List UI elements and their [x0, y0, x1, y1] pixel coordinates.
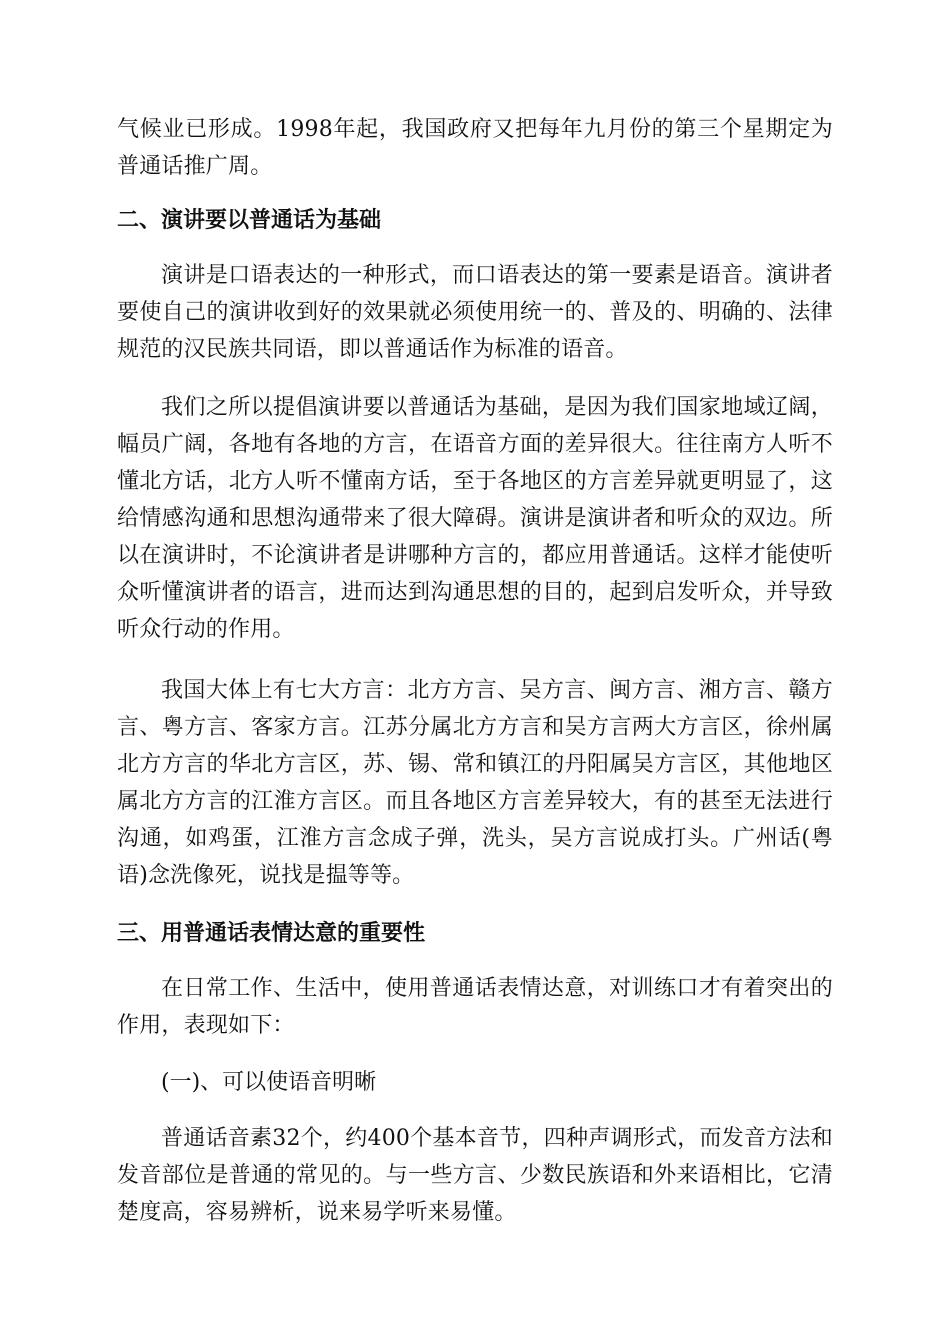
sub-heading-clarity: (一)、可以使语音明晰	[161, 1070, 377, 1095]
section-heading-3: 三、用普通话表情达意的重要性	[117, 921, 426, 946]
paragraph-importance: 在日常工作、生活中，使用普通话表情达意，对训练口才有着突出的作用，表现如下：	[117, 976, 833, 1038]
paragraph-dialects: 我国大体上有七大方言：北方方言、吴方言、闽方言、湘方言、赣方言、粤方言、客家方言。江苏分属北方方言和吴方言两大方言区，徐州属北方方言的华北方言区，苏、锡、常和镇江的丹阳属吴方言区，其他地区属北方方言的江淮方言区。而且各地区方言差异较大，有的甚至无法进行沟通，如鸡蛋，江淮方言念成子弹，洗头，吴方言说成打头。广州话(粤语)念洗像死，说找是揾等等。	[117, 678, 833, 888]
paragraph-clarity: 普通话音素32个，约400个基本音节，四种声调形式，而发音方法和发音部位是普通的常见的。与一些方言、少数民族语和外来语相比，它清楚度高，容易辨析，说来易学听来易懂。	[117, 1126, 833, 1225]
section-heading-2: 二、演讲要以普通话为基础	[117, 208, 382, 233]
paragraph-intro-end: 气候业已形成。1998年起，我国政府又把每年九月份的第三个星期定为普通话推广周。	[117, 117, 833, 179]
paragraph-speech-2: 我们之所以提倡演讲要以普通话为基础，是因为我们国家地域辽阔，幅员广阔，各地有各地的方言，在语音方面的差异很大。往往南方人听不懂北方话，北方人听不懂南方话，至于各地区的方言差异就更明显了，这给情感沟通和思想沟通带来了很大障碍。演讲是演讲者和听众的双边。所以在演讲时，不论演讲者是讲哪种方言的，都应用普通话。这样才能使听众听懂演讲者的语言，进而达到沟通思想的目的，起到启发听众，并导致听众行动的作用。	[117, 395, 833, 642]
paragraph-speech-1: 演讲是口语表达的一种形式，而口语表达的第一要素是语音。演讲者要使自己的演讲收到好的效果就必须使用统一的、普及的、明确的、法律规范的汉民族共同语，即以普通话作为标准的语音。	[117, 263, 833, 362]
